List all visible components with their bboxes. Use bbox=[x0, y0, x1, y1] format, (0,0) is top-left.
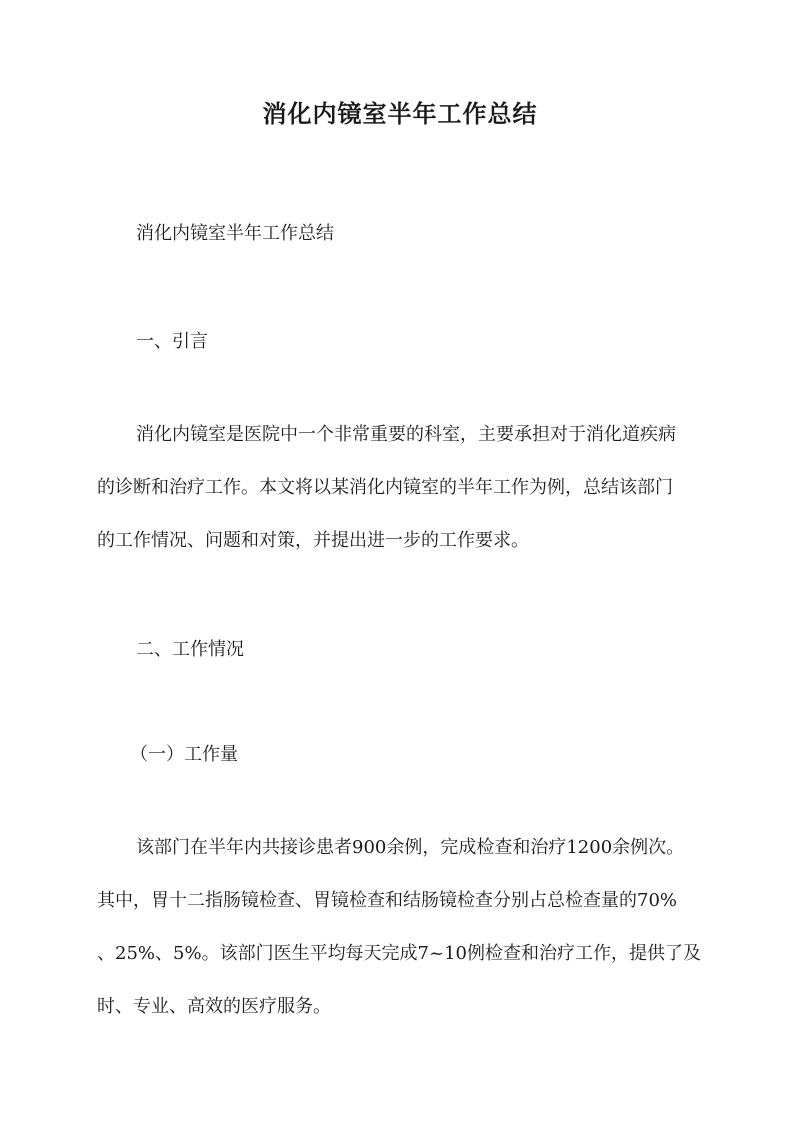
document-subtitle: 消化内镜室半年工作总结 bbox=[136, 223, 334, 244]
paragraph-line: 其中，胃十二指肠镜检查、胃镜检查和结肠镜检查分别占总检查量的70% bbox=[97, 890, 678, 911]
section-heading-work-status: 二、工作情况 bbox=[136, 639, 244, 660]
paragraph-line: 的工作情况、问题和对策，并提出进一步的工作要求。 bbox=[97, 530, 529, 551]
paragraph-line: 的诊断和治疗工作。本文将以某消化内镜室的半年工作为例，总结该部门 bbox=[97, 477, 673, 498]
paragraph-line: 时、专业、高效的医疗服务。 bbox=[97, 996, 331, 1017]
workload-paragraph bbox=[97, 833, 717, 1045]
paragraph-line: 该部门在半年内共接诊患者900余例，完成检查和治疗1200余例次。 bbox=[136, 837, 685, 858]
introduction-paragraph bbox=[97, 420, 717, 579]
section-heading-introduction: 一、引言 bbox=[136, 331, 208, 352]
subsection-heading-workload: （一）工作量 bbox=[130, 744, 238, 765]
paragraph-line: 消化内镜室是医院中一个非常重要的科室，主要承担对于消化道疾病 bbox=[136, 424, 676, 445]
document-title: 消化内镜室半年工作总结 bbox=[262, 99, 538, 128]
paragraph-line: 、25%、5%。该部门医生平均每天完成7~10例检查和治疗工作，提供了及 bbox=[97, 943, 701, 964]
